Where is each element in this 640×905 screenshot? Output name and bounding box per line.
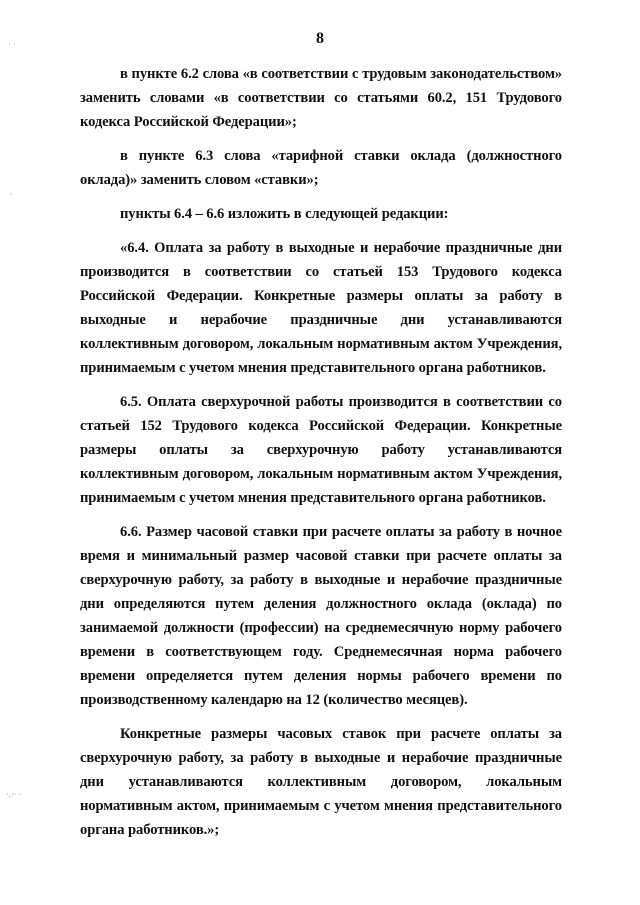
scan-speck: ·.·· · <box>6 790 22 799</box>
paragraph-6-6: 6.6. Размер часовой ставки при расчете оплаты за работу в ночное время и минимальный размер часовой ставки при расчете оплаты за сверхурочную работу, за работу в выходные и нерабочие праздничные дни определяются путем деления должностного оклада (оклада) по занимаемой должности (профессии) на среднемесячную норму рабочего времени в соответствующем году. Среднемесячная норма рабочего времени определяется путем деления нормы рабочего времени по производственному календарю на 12 (количество месяцев). <box>80 524 562 708</box>
paragraph-amend-6-2: в пункте 6.2 слова «в соответствии с трудовым законодательством» заменить словами «в соответствии со статьями 60.2, 151 Трудового кодекса Российской Федерации»; <box>80 66 562 130</box>
paragraph-6-4: «6.4. Оплата за работу в выходные и нерабочие праздничные дни производится в соответствии со статьей 153 Трудового кодекса Российской Федерации. Конкретные размеры оплаты за работу в выходные и нерабочие праздничные дни устанавливаются коллективным договором, локальным нормативным актом Учреждения, принимаемым с учетом мнения представительного органа работников. <box>80 240 562 376</box>
page-number: 8 <box>316 30 324 47</box>
scan-speck: · · <box>8 40 16 49</box>
paragraph-specific-rates: Конкретные размеры часовых ставок при расчете оплаты за сверхурочную работу, за работу в выходные и нерабочие праздничные дни устанавливаются коллективным договором, локальным нормативным актом, принимаемым с учетом мнения представительного органа работников.»; <box>80 726 562 838</box>
scan-speck: · <box>10 190 13 199</box>
paragraph-amend-6-4-6-6: пункты 6.4 – 6.6 изложить в следующей редакции: <box>120 206 449 222</box>
paragraph-6-5: 6.5. Оплата сверхурочной работы производится в соответствии со статьей 152 Трудового кодекса Российской Федерации. Конкретные размеры оплаты за сверхурочную работу устанавливаются коллективным договором, локальным нормативным актом Учреждения, принимаемым с учетом мнения представительного органа работников. <box>80 394 562 506</box>
document-body <box>80 62 562 852</box>
paragraph-amend-6-3: в пункте 6.3 слова «тарифной ставки оклада (должностного оклада)» заменить словом «ставки»; <box>80 148 562 188</box>
